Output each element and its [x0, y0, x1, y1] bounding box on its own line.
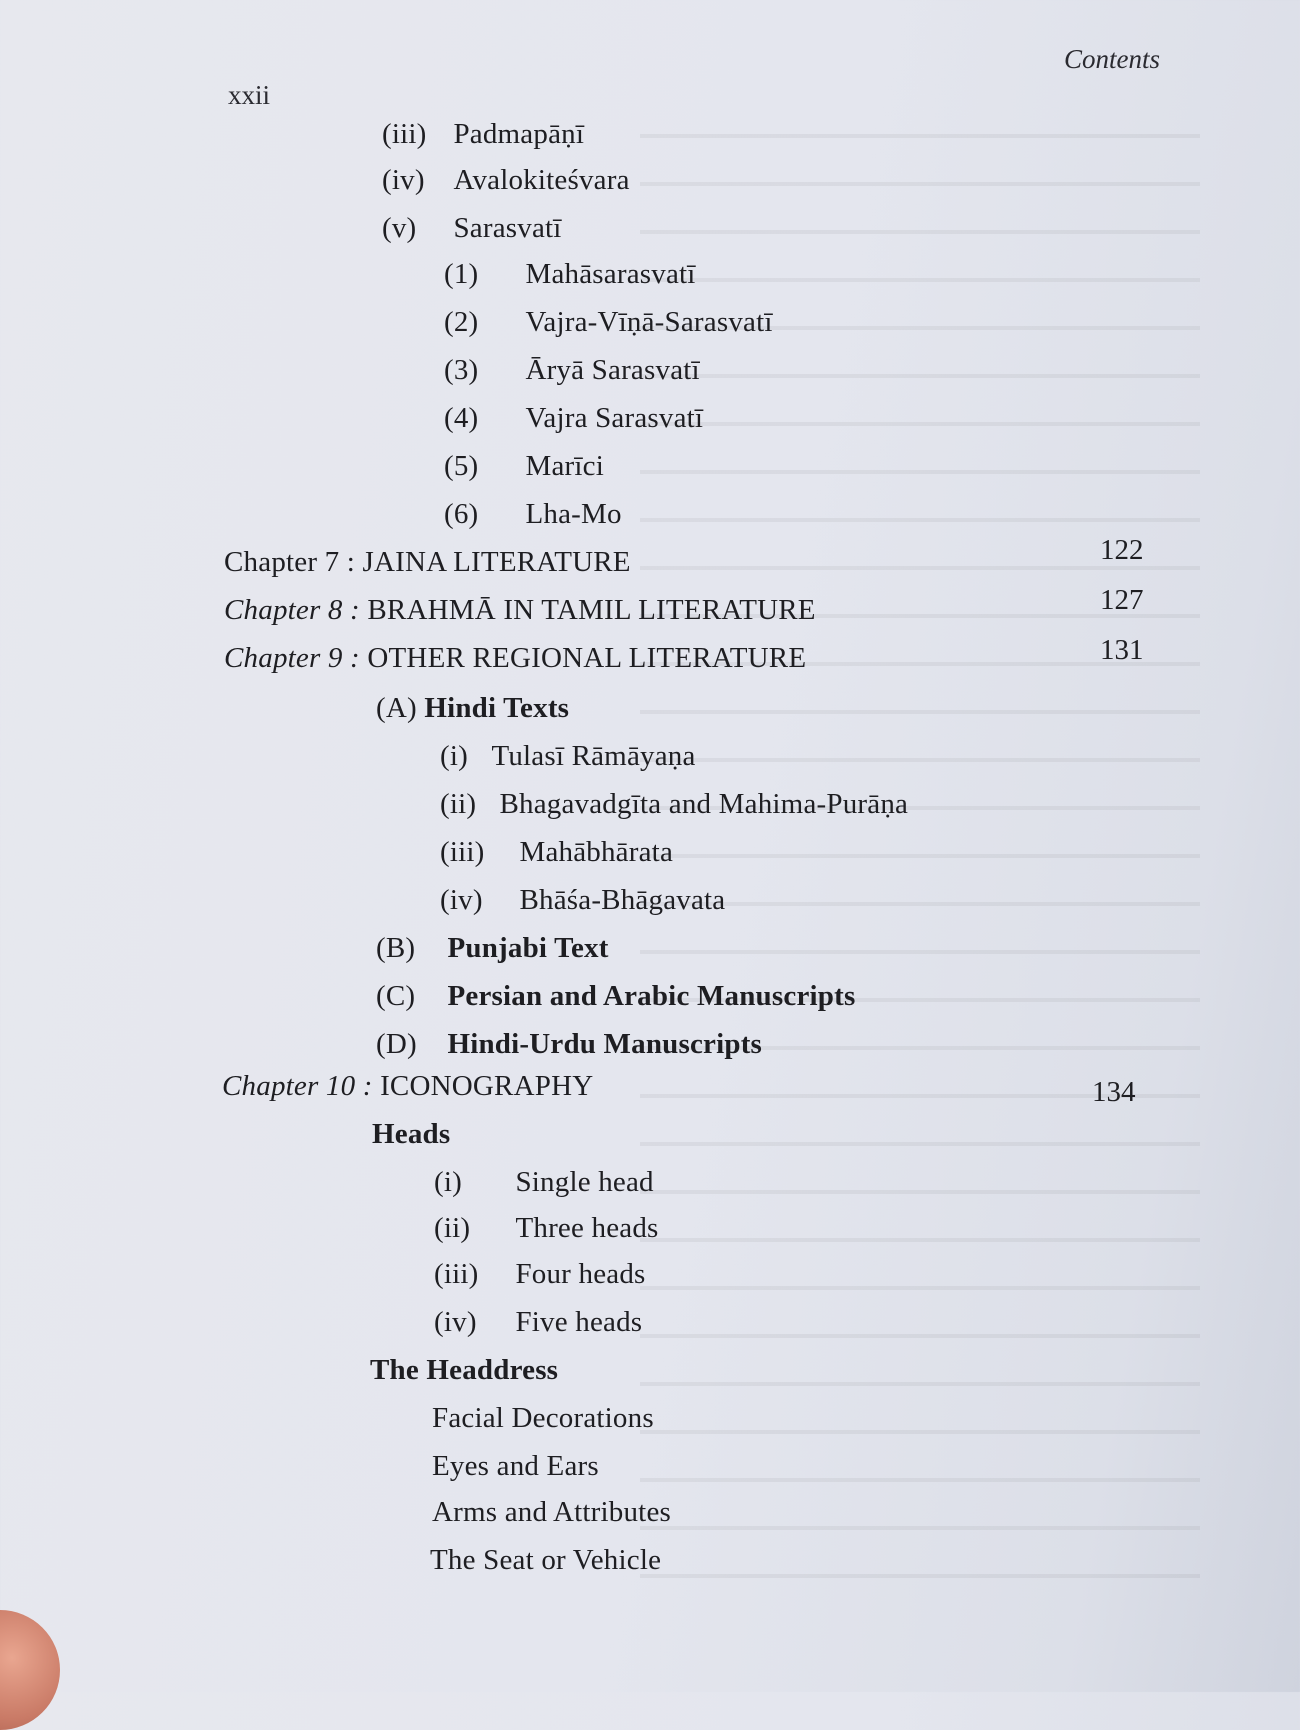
chapter-label: Chapter 7 : [224, 546, 356, 578]
item-text: Avalokiteśvara [453, 164, 630, 196]
list-item: The Seat or Vehicle [430, 1544, 662, 1576]
list-item [434, 1258, 646, 1291]
chapter-title: ICONOGRAPHY [380, 1070, 594, 1102]
item-number: (D) [376, 1028, 417, 1060]
item-text: Marīci [525, 450, 604, 482]
list-item [444, 450, 604, 483]
chapter-page-number: 127 [1100, 584, 1144, 616]
list-item [382, 164, 630, 197]
chapter-page-number: 122 [1100, 534, 1144, 566]
chapter-title: JAINA LITERATURE [362, 546, 631, 578]
chapter-entry[interactable] [224, 642, 806, 675]
item-text: Bhagavadgīta and Mahima-Purāṇa [499, 788, 909, 820]
item-text: Three heads [515, 1212, 659, 1244]
list-item: Arms and Attributes [432, 1496, 672, 1528]
item-text: Hindi-Urdu Manuscripts [447, 1028, 763, 1060]
list-item [434, 1306, 642, 1339]
item-number: (1) [444, 258, 479, 290]
item-number: (ii) [440, 788, 477, 820]
list-item [444, 258, 696, 291]
list-item [376, 1028, 762, 1061]
item-number: (ii) [434, 1212, 471, 1244]
list-item [434, 1212, 659, 1245]
item-text: Sarasvatī [453, 212, 562, 244]
list-item [382, 212, 562, 245]
list-item [376, 980, 855, 1013]
item-text: Mahāsarasvatī [525, 258, 696, 290]
list-item [440, 884, 725, 917]
item-text: Tulasī Rāmāyaṇa [491, 740, 696, 772]
list-item [440, 740, 696, 773]
item-number: (2) [444, 306, 479, 338]
list-item [444, 498, 622, 531]
item-text: Vajra-Vīṇā-Sarasvatī [525, 306, 773, 338]
chapter-entry[interactable] [224, 546, 631, 579]
item-text: Vajra Sarasvatī [525, 402, 704, 434]
item-number: (i) [440, 740, 468, 772]
item-number: (iii) [382, 118, 427, 150]
list-item [434, 1166, 654, 1199]
item-text: Single head [515, 1166, 654, 1198]
item-text: Four heads [515, 1258, 646, 1290]
item-number: (iii) [434, 1258, 479, 1290]
chapter-page-number: 131 [1100, 634, 1144, 666]
item-text: Mahābhārata [519, 836, 674, 868]
finger-thumb [0, 1610, 60, 1730]
chapter-label: Chapter 10 : [222, 1070, 373, 1102]
chapter-page-number: 134 [1092, 1076, 1136, 1108]
item-number: (iii) [440, 836, 485, 868]
item-number: (iv) [382, 164, 425, 196]
list-item [376, 692, 569, 725]
item-number: (6) [444, 498, 479, 530]
page-number: xxii [228, 80, 271, 110]
item-number: (v) [382, 212, 417, 244]
section-heading: The Headdress [370, 1354, 559, 1386]
item-number: (C) [376, 980, 416, 1012]
chapter-title: BRAHMĀ IN TAMIL LITERATURE [367, 594, 816, 626]
item-number: (iv) [434, 1306, 477, 1338]
item-text: Persian and Arabic Manuscripts [447, 980, 856, 1012]
chapter-entry[interactable] [222, 1070, 593, 1103]
item-number: (3) [444, 354, 479, 386]
list-item [444, 306, 773, 339]
item-text: Padmapāṇī [453, 118, 585, 150]
item-text: Punjabi Text [447, 932, 609, 964]
list-item [440, 836, 673, 869]
item-number: (5) [444, 450, 479, 482]
item-text: Five heads [515, 1306, 643, 1338]
running-title: Contents [1063, 44, 1160, 74]
chapter-label: Chapter 9 : [224, 642, 360, 674]
section-heading: Heads [372, 1118, 451, 1150]
list-item [376, 932, 609, 965]
item-number: (i) [434, 1166, 462, 1198]
list-item: Eyes and Ears [432, 1450, 599, 1482]
chapter-title: OTHER REGIONAL LITERATURE [367, 642, 807, 674]
item-text: Āryā Sarasvatī [525, 354, 700, 386]
item-number: (B) [376, 932, 416, 964]
list-item [444, 402, 703, 435]
item-text: Lha-Mo [525, 498, 622, 530]
item-text: Bhāśa-Bhāgavata [519, 884, 726, 916]
chapter-label: Chapter 8 : [224, 594, 360, 626]
list-item [444, 354, 700, 387]
list-item: Facial Decorations [432, 1402, 654, 1434]
chapter-entry[interactable] [224, 594, 816, 627]
item-number: (4) [444, 402, 479, 434]
item-text: Hindi Texts [424, 692, 570, 724]
item-number: (iv) [440, 884, 483, 916]
item-number: (A) [376, 692, 417, 724]
list-item [440, 788, 908, 821]
list-item [382, 118, 584, 151]
